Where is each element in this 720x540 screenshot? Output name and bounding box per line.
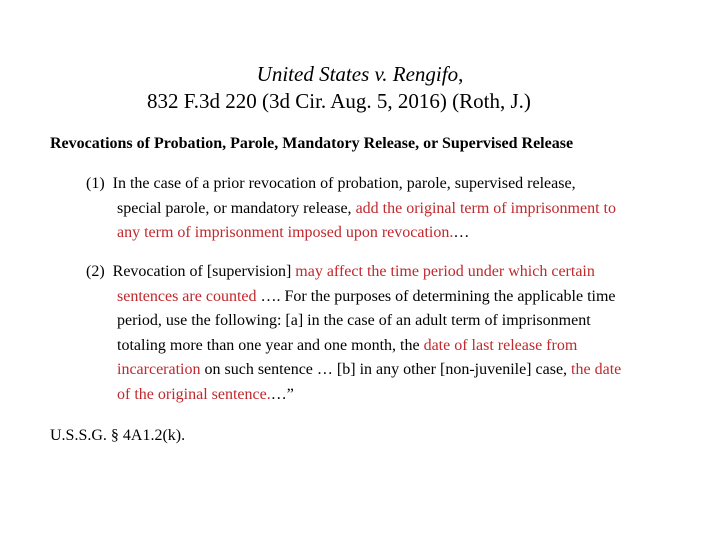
paragraph-1-number: (1) <box>86 175 105 192</box>
paragraph-1-highlight: any term of imprisonment imposed upon revocation. <box>117 224 454 241</box>
paragraph-2 <box>86 260 696 407</box>
paragraph-1 <box>86 172 696 246</box>
paragraph-2-line-2 <box>86 285 696 310</box>
paragraph-2-text: period, use the following: [a] in the case of an adult term of imprisonment <box>117 312 591 329</box>
paragraph-2-line-1 <box>86 260 696 285</box>
paragraph-2-line-3 <box>86 309 696 334</box>
paragraph-2-line-4 <box>86 334 696 359</box>
paragraph-1-highlight: add the original term of imprisonment to <box>355 199 616 217</box>
case-name: United States v. Rengifo <box>256 62 459 86</box>
paragraph-2-line-5 <box>86 358 696 383</box>
paragraph-1-line-3 <box>86 221 696 246</box>
paragraph-2-text: on such sentence … [b] in any other [non-juvenile] case, <box>200 361 572 378</box>
paragraph-1-line-2 <box>86 197 696 222</box>
paragraph-2-text: Revocation of [supervision] <box>112 263 296 280</box>
paragraph-2-text: totaling more than one year and one month, the <box>117 336 424 354</box>
case-citation: 832 F.3d 220 (3d Cir. Aug. 5, 2016) (Roth, J.) <box>147 89 531 113</box>
case-name-comma: , <box>458 62 464 86</box>
paragraph-2-highlight: sentences are counted <box>117 287 257 305</box>
paragraph-1-text: special parole, or mandatory release, <box>117 199 356 217</box>
paragraph-1-text: In the case of a prior revocation of probation, parole, supervised release, <box>112 175 576 192</box>
paragraph-2-highlight: may affect the time period under which certain <box>295 263 595 280</box>
source-citation: U.S.S.G. § 4A1.2(k). <box>50 427 186 444</box>
paragraph-2-highlight: incarceration <box>117 361 201 378</box>
paragraph-2-text: …. For the purposes of determining the applicable time <box>256 287 616 305</box>
paragraph-2-highlight: the date <box>571 361 622 378</box>
paragraph-2-number: (2) <box>86 263 105 280</box>
paragraph-2-line-6 <box>86 383 696 408</box>
paragraph-1-text: … <box>453 224 470 241</box>
paragraph-1-line-1 <box>86 172 696 197</box>
case-title <box>0 61 720 88</box>
paragraph-2-text: …” <box>270 385 294 403</box>
paragraph-2-highlight: date of last release from <box>423 336 578 354</box>
section-heading: Revocations of Probation, Parole, Mandatory Release, or Supervised Release <box>50 135 574 152</box>
paragraph-2-highlight: of the original sentence. <box>117 385 271 403</box>
